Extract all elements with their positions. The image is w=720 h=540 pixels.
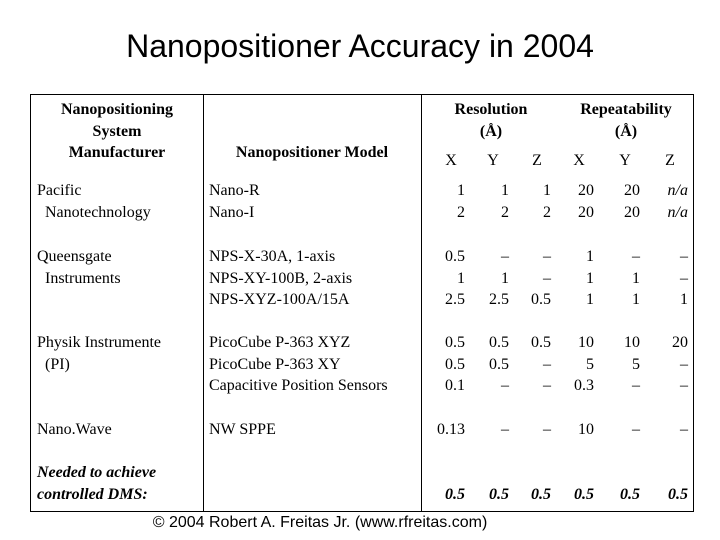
row-rep-y: – xyxy=(632,421,640,438)
row-manufacturer: Queensgate Instruments xyxy=(37,248,121,287)
needed-res-y: 0.5 xyxy=(489,486,509,503)
axis-header-res-y: Y xyxy=(487,152,499,169)
row-rep-z: – – 1 xyxy=(680,248,688,308)
row-rep-x: 20 20 xyxy=(578,182,594,221)
row-rep-y: 10 5 – xyxy=(624,334,640,394)
accuracy-table xyxy=(30,94,694,512)
row-rep-x: 10 5 0.3 xyxy=(574,334,594,394)
row-res-y: – 1 2.5 xyxy=(489,248,509,308)
row-res-z: 1 2 xyxy=(543,182,551,221)
needed-rep-z: 0.5 xyxy=(668,486,688,503)
row-model: NW SPPE xyxy=(209,421,276,438)
axis-header-rep-z: Z xyxy=(665,152,675,169)
axis-header-rep-x: X xyxy=(573,152,585,169)
row-res-z: – – 0.5 xyxy=(531,248,551,308)
row-rep-z: – xyxy=(680,421,688,438)
axis-header-res-z: Z xyxy=(532,152,542,169)
row-rep-y: 20 20 xyxy=(624,182,640,221)
row-rep-z: n/a n/a xyxy=(667,182,688,221)
row-manufacturer: Physik Instrumente (PI) xyxy=(37,334,161,373)
row-res-y: 0.5 0.5 – xyxy=(489,334,509,394)
row-manufacturer: Pacific Nanotechnology xyxy=(37,182,151,221)
row-res-x: 0.5 1 2.5 xyxy=(445,248,465,308)
axis-header-res-x: X xyxy=(445,152,457,169)
row-res-y: 1 2 xyxy=(501,182,509,221)
row-res-x: 1 2 xyxy=(457,182,465,221)
row-res-y: – xyxy=(501,421,509,438)
header-manufacturer: Nanopositioning System Manufacturer xyxy=(60,101,174,161)
needed-res-z: 0.5 xyxy=(531,486,551,503)
row-rep-z: 20 – – xyxy=(672,334,688,394)
header-resolution: Resolution (Å) xyxy=(454,101,528,140)
copyright-footer: © 2004 Robert A. Freitas Jr. (www.rfreitas.com) xyxy=(152,514,488,531)
header-model: Nanopositioner Model xyxy=(235,144,389,161)
row-rep-y: – 1 1 xyxy=(632,248,640,308)
row-rep-x: 1 1 1 xyxy=(586,248,594,308)
row-model: PicoCube P-363 XYZ PicoCube P-363 XY Capacitive Position Sensors xyxy=(209,334,388,394)
needed-rep-y: 0.5 xyxy=(620,486,640,503)
row-model: NPS-X-30A, 1-axis NPS-XY-100B, 2-axis NPS-XYZ-100A/15A xyxy=(209,248,353,308)
row-res-x: 0.5 0.5 0.1 xyxy=(445,334,465,394)
row-model: Nano-R Nano-I xyxy=(209,182,260,221)
header-repeatability: Repeatability (Å) xyxy=(580,101,672,140)
page-title: Nanopositioner Accuracy in 2004 xyxy=(126,28,594,64)
needed-rep-x: 0.5 xyxy=(574,486,594,503)
needed-label: Needed to achieve controlled DMS: xyxy=(37,464,157,503)
row-res-x: 0.13 xyxy=(437,421,465,438)
row-manufacturer: Nano.Wave xyxy=(37,421,112,438)
row-res-z: – xyxy=(543,421,551,438)
row-res-z: 0.5 – – xyxy=(531,334,551,394)
row-rep-x: 10 xyxy=(578,421,594,438)
axis-header-rep-y: Y xyxy=(619,152,631,169)
needed-res-x: 0.5 xyxy=(445,486,465,503)
